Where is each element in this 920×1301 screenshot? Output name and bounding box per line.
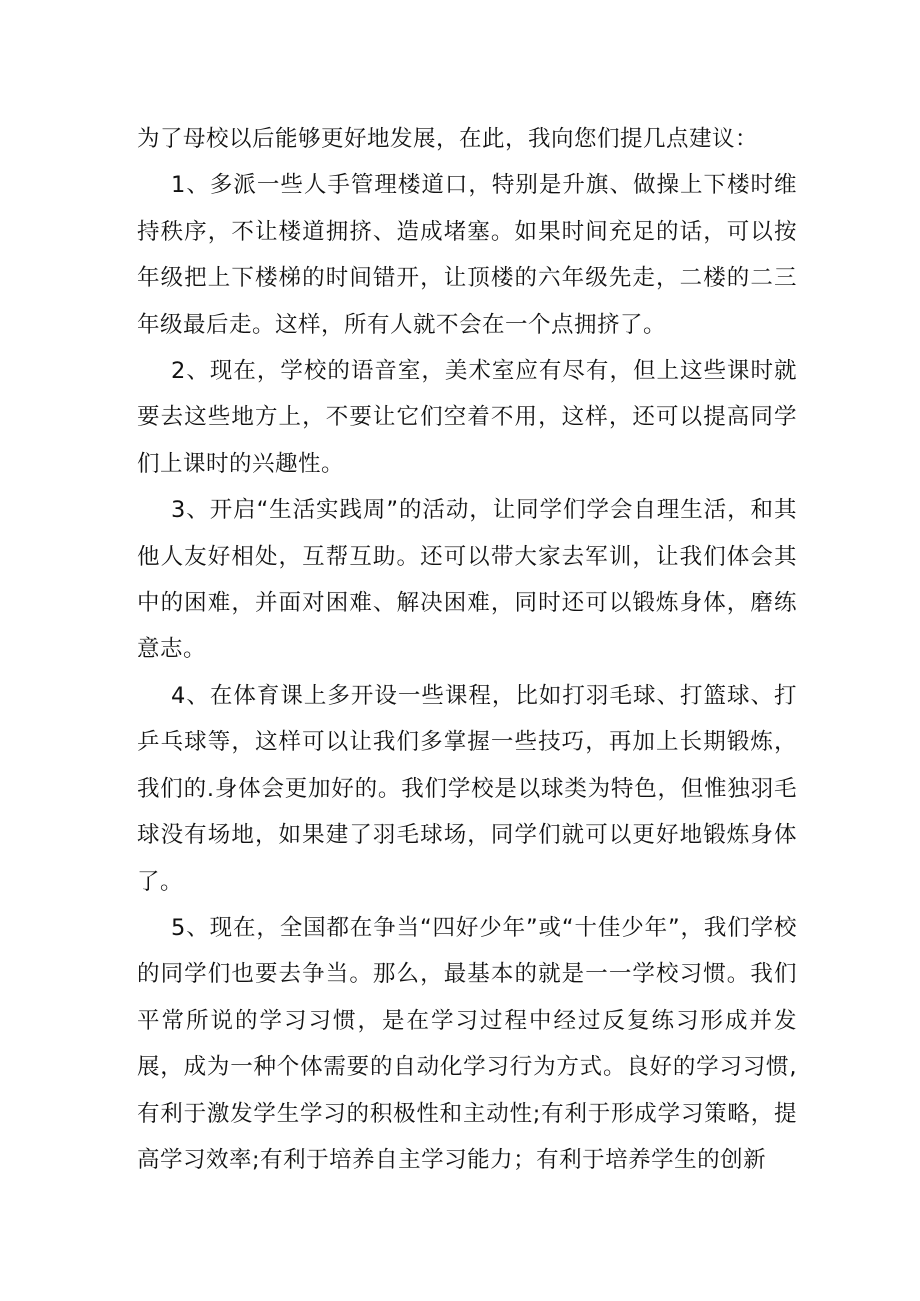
suggestion-4-paragraph: 4、在体育课上多开设一些课程，比如打羽毛球、打篮球、打乒乓球等，这样可以让我们多掌握一些技巧，再加上长期锻炼，我们的.身体会更加好的。我们学校是以球类为特色，但惟独羽毛球没有场地，如果建了羽毛球场，同学们就可以更好地锻炼身体了。	[137, 682, 797, 895]
suggestion-3-paragraph: 3、开启“生活实践周”的活动，让同学们学会自理生活，和其他人友好相处，互帮互助。还可以带大家去军训，让我们体会其中的困难，并面对困难、解决困难，同时还可以锻炼身体，磨练意志。	[137, 497, 797, 663]
suggestion-5-paragraph: 5、现在，全国都在争当“四好少年”或“十佳少年”，我们学校的同学们也要去争当。那么，最基本的就是一一学校习惯。我们平常所说的学习习惯，是在学习过程中经过反复练习形成并发展，成为一种个体需要的自动化学习行为方式。良好的学习习惯,有利于激发学生学习的积极性和主动性;有利于形成学习策略，提高学习效率;有利于培养自主学习能力；有利于培养学生的创新	[137, 914, 797, 1173]
document-body	[137, 116, 797, 1183]
suggestion-1-paragraph: 1、多派一些人手管理楼道口，特别是升旗、做操上下楼时维持秩序，不让楼道拥挤、造成堵塞。如果时间充足的话，可以按年级把上下楼梯的时间错开，让顶楼的六年级先走，二楼的二三年级最后走。这样，所有人就不会在一个点拥挤了。	[137, 172, 797, 338]
intro-paragraph: 为了母校以后能够更好地发展，在此，我向您们提几点建议：	[137, 126, 759, 152]
suggestion-2-paragraph: 2、现在，学校的语音室，美术室应有尽有，但上这些课时就要去这些地方上，不要让它们空着不用，这样，还可以提高同学们上课时的兴趣性。	[137, 358, 797, 477]
